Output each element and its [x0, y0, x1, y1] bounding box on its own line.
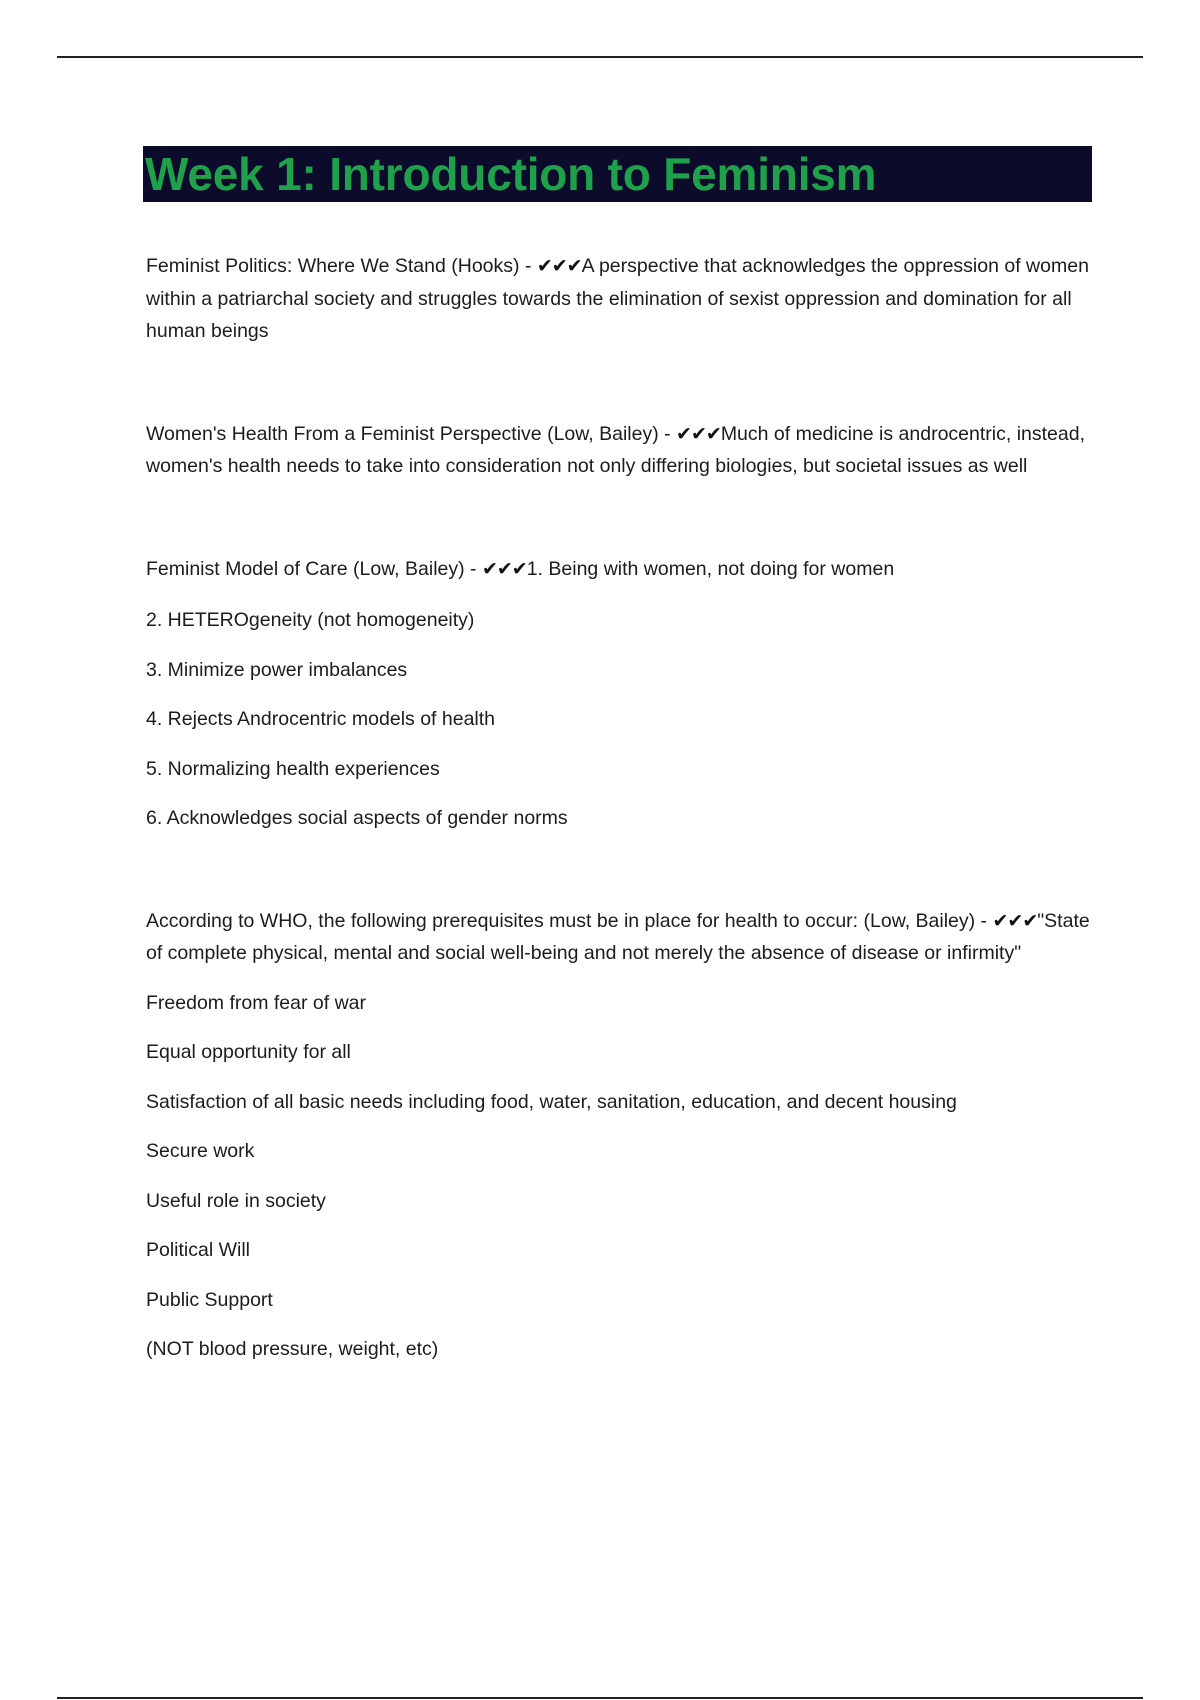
bottom-rule	[57, 1697, 1143, 1699]
card-term: According to WHO, the following prerequisites must be in place for health to occur: (Low, Bailey) -	[146, 909, 993, 932]
check-icons: ✔✔✔	[992, 909, 1038, 932]
page-title: Week 1: Introduction to Feminism	[145, 148, 877, 200]
list-item: 2. HETEROgeneity (not homogeneity)	[146, 609, 475, 631]
list-item: Public Support	[146, 1288, 273, 1311]
flashcard	[146, 553, 1096, 586]
flashcard	[146, 418, 1096, 483]
card-term: Feminist Politics: Where We Stand (Hooks) -	[146, 255, 537, 277]
card-definition: 1. Being with women, not doing for women	[526, 557, 895, 580]
list-item: 3. Minimize power imbalances	[146, 658, 408, 681]
card-definition: Much of medicine is androcentric, instead, women's health needs to take into consideration not only differing biologies, but societal issues as well	[146, 422, 1085, 477]
list-item: (NOT blood pressure, weight, etc)	[146, 1338, 439, 1360]
flashcard-list	[146, 250, 1096, 1366]
top-rule	[57, 56, 1143, 58]
check-icons: ✔✔✔	[676, 422, 721, 445]
list-item: Satisfaction of all basic needs including food, water, sanitation, education, and decent housing	[146, 1090, 957, 1113]
list-item: Secure work	[146, 1140, 255, 1162]
title-banner	[143, 146, 1092, 202]
check-icons: ✔✔✔	[481, 557, 527, 580]
card-term: Feminist Model of Care (Low, Bailey) -	[146, 557, 482, 580]
list-item: 5. Normalizing health experiences	[146, 757, 440, 780]
list-item: Equal opportunity for all	[146, 1041, 351, 1063]
card-term: Women's Health From a Feminist Perspective (Low, Bailey) -	[146, 422, 677, 445]
list-item: 6. Acknowledges social aspects of gender norms	[146, 807, 568, 829]
list-item: Freedom from fear of war	[146, 991, 366, 1014]
flashcard	[146, 905, 1096, 970]
card-definition: A perspective that acknowledges the oppression of women within a patriarchal society and struggles towards the elimination of sexist oppression and domination for all human beings	[146, 255, 1089, 342]
list-item: Political Will	[146, 1239, 251, 1261]
flashcard	[146, 250, 1096, 348]
list-item: Useful role in society	[146, 1189, 326, 1212]
card-definition: "State of complete physical, mental and social well-being and not merely the absence of disease or infirmity"	[146, 909, 1090, 964]
check-icons: ✔✔✔	[536, 255, 582, 277]
list-item: 4. Rejects Androcentric models of health	[146, 708, 496, 730]
